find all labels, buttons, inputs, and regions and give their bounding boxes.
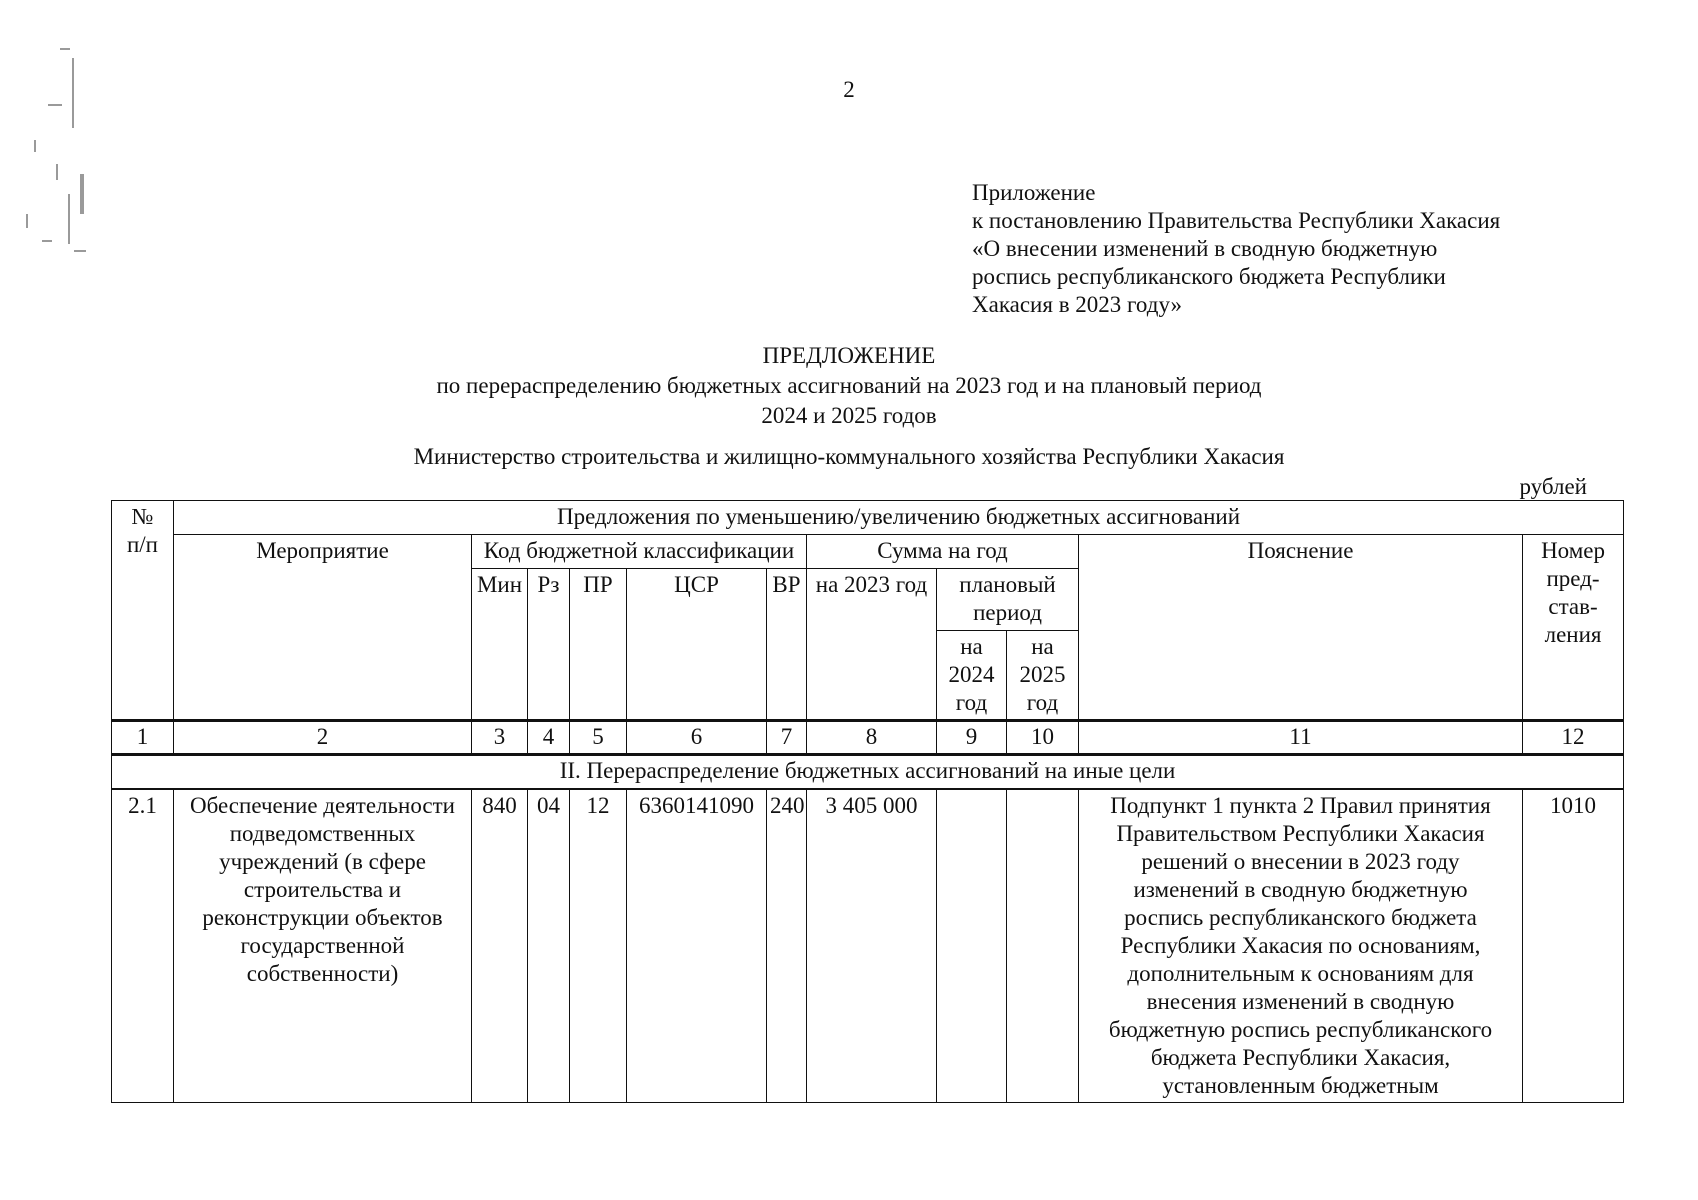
column-number: 8 [807, 721, 937, 755]
row-representation-number: 1010 [1523, 789, 1624, 1103]
column-number: 11 [1079, 721, 1523, 755]
header-ministry: Мин [472, 569, 528, 721]
row-sum-2025 [1007, 789, 1079, 1103]
column-number-row [112, 721, 1624, 755]
header-planned-period: плановый период [937, 569, 1079, 631]
appendix-line: к постановлению Правительства Республики Хакасия [972, 208, 1501, 233]
row-event: Обеспечение деятельности подведомственных учреждений (в сфере строительства и реконструкции объектов государственной собственности) [174, 789, 472, 1103]
column-number: 9 [937, 721, 1007, 755]
row-expense-type-code: 240 [767, 789, 807, 1103]
document-subtitle-period: 2024 и 2025 годов [761, 403, 937, 428]
header-year-2023: на 2023 год [807, 569, 937, 721]
column-number: 2 [174, 721, 472, 755]
document-subtitle: по перераспределению бюджетных ассигнований на 2023 год и на плановый период [436, 373, 1262, 398]
header-expense-type: ВР [767, 569, 807, 721]
header-subsection: ПР [570, 569, 627, 721]
table-row [112, 789, 1624, 1103]
row-number: 2.1 [112, 789, 174, 1103]
header-representation-number: Номер пред- став- ления [1523, 535, 1624, 721]
header-row-number: № п/п [112, 501, 174, 721]
row-sum-2024 [937, 789, 1007, 1103]
header-section: Рз [528, 569, 570, 721]
header-year-2025: на 2025 год [1007, 631, 1079, 721]
header-group-proposals: Предложения по уменьшению/увеличению бюджетных ассигнований [174, 501, 1624, 535]
column-number: 7 [767, 721, 807, 755]
page-number: 2 [843, 77, 855, 102]
appendix-line: «О внесении изменений в сводную бюджетную [972, 236, 1438, 261]
column-number: 3 [472, 721, 528, 755]
appendix-block [972, 179, 1500, 319]
column-number: 1 [112, 721, 174, 755]
document-title: ПРЕДЛОЖЕНИЕ [762, 343, 936, 368]
appendix-line: Хакасия в 2023 году» [972, 292, 1183, 317]
header-year-2024: на 2024 год [937, 631, 1007, 721]
column-number: 5 [570, 721, 627, 755]
header-target-article: ЦСР [627, 569, 767, 721]
row-section-code: 04 [528, 789, 570, 1103]
column-number: 12 [1523, 721, 1624, 755]
row-target-article-code: 6360141090 [627, 789, 767, 1103]
header-budget-code: Код бюджетной классификации [472, 535, 807, 569]
organization-name: Министерство строительства и жилищно-коммунального хозяйства Республики Хакасия [413, 444, 1285, 469]
appendix-line: Приложение [972, 180, 1096, 205]
row-subsection-code: 12 [570, 789, 627, 1103]
header-explanation: Пояснение [1079, 535, 1523, 721]
row-explanation: Подпункт 1 пункта 2 Правил принятия Правительством Республики Хакасия решений о внесении в 2023 году изменений в сводную бюджетную роспись республиканского бюджета Республики Хакасия по основаниям, дополнительным к основаниям для внесения изменений в сводную бюджетную роспись республиканского бюджета Республики Хакасия, установленным бюджетным [1079, 789, 1523, 1103]
column-number: 10 [1007, 721, 1079, 755]
section-title: II. Перераспределение бюджетных ассигнований на иные цели [112, 755, 1624, 789]
column-number: 6 [627, 721, 767, 755]
column-number: 4 [528, 721, 570, 755]
appendix-line: роспись республиканского бюджета Республики [972, 264, 1446, 289]
header-sum-per-year: Сумма на год [807, 535, 1079, 569]
row-ministry-code: 840 [472, 789, 528, 1103]
budget-table [111, 500, 1624, 1103]
header-event: Мероприятие [174, 535, 472, 721]
currency-unit: рублей [1519, 474, 1587, 499]
row-sum-2023: 3 405 000 [807, 789, 937, 1103]
